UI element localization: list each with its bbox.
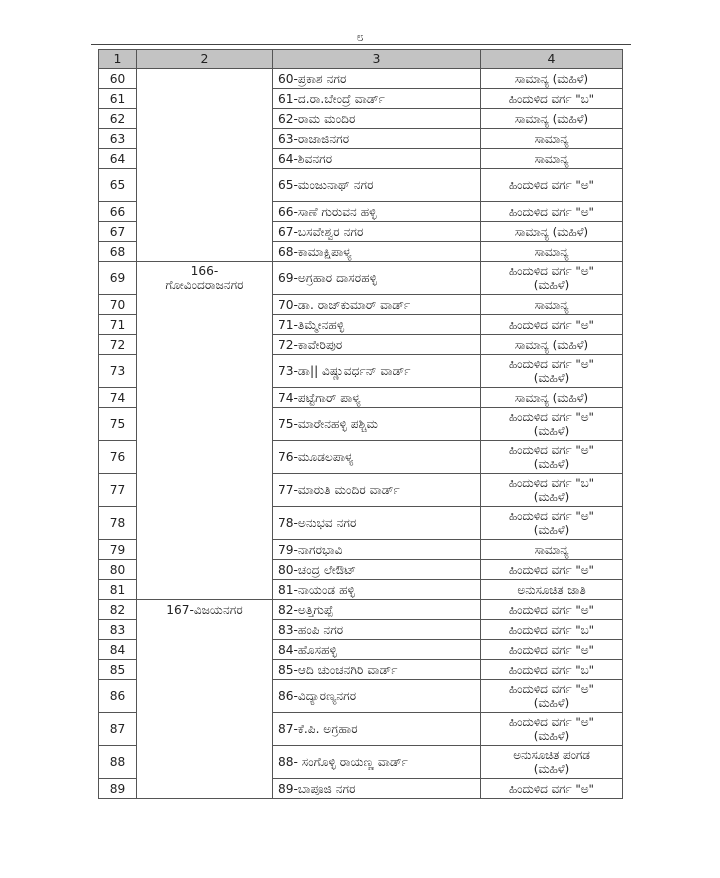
reservation-category-cell: ಹಿಂದುಳಿದ ವರ್ಗ "ಅ"	[481, 640, 623, 660]
serial-number-cell: 88	[99, 746, 137, 779]
constituency-cell	[137, 746, 273, 779]
constituency-cell	[137, 660, 273, 680]
reservation-category-cell: ಹಿಂದುಳಿದ ವರ್ಗ "ಅ" (ಮಹಿಳೆ)	[481, 408, 623, 441]
serial-number-cell: 63	[99, 129, 137, 149]
constituency-cell	[137, 540, 273, 560]
ward-name-cell: 68-ಕಾಮಾಕ್ಷಿಪಾಳ್ಯ	[273, 242, 481, 262]
serial-number-cell: 74	[99, 388, 137, 408]
table-row	[99, 295, 623, 315]
table-row	[99, 441, 623, 474]
serial-number-cell: 64	[99, 149, 137, 169]
header-rule	[91, 44, 631, 45]
constituency-cell	[137, 713, 273, 746]
ward-name-cell: 66-ಸಾಣೆ ಗುರುವನ ಹಳ್ಳಿ	[273, 202, 481, 222]
serial-number-cell: 81	[99, 580, 137, 600]
ward-name-cell: 74-ಪಟ್ಟೆಗಾರ್ ಪಾಳ್ಯ	[273, 388, 481, 408]
serial-number-cell: 67	[99, 222, 137, 242]
header-col-4: 4	[481, 50, 623, 69]
table-row	[99, 69, 623, 89]
constituency-cell	[137, 474, 273, 507]
ward-name-cell: 77-ಮಾರುತಿ ಮಂದಿರ ವಾರ್ಡ್	[273, 474, 481, 507]
ward-name-cell: 78-ಅನುಭವ ನಗರ	[273, 507, 481, 540]
ward-name-cell: 67-ಬಸವೇಶ್ವರ ನಗರ	[273, 222, 481, 242]
reservation-category-cell: ಹಿಂದುಳಿದ ವರ್ಗ "ಅ" (ಮಹಿಳೆ)	[481, 262, 623, 295]
serial-number-cell: 89	[99, 779, 137, 799]
serial-number-cell: 68	[99, 242, 137, 262]
constituency-cell: 167-ವಿಜಯನಗರ	[137, 600, 273, 620]
table-row	[99, 242, 623, 262]
constituency-cell	[137, 315, 273, 335]
serial-number-cell: 76	[99, 441, 137, 474]
serial-number-cell: 71	[99, 315, 137, 335]
constituency-cell	[137, 295, 273, 315]
constituency-cell	[137, 129, 273, 149]
serial-number-cell: 60	[99, 69, 137, 89]
serial-number-cell: 82	[99, 600, 137, 620]
table-row	[99, 560, 623, 580]
reservation-category-cell: ಹಿಂದುಳಿದ ವರ್ಗ "ಅ" (ಮಹಿಳೆ)	[481, 680, 623, 713]
table-row	[99, 149, 623, 169]
header-col-3: 3	[273, 50, 481, 69]
ward-name-cell: 61-ದ.ರಾ.ಬೇಂದ್ರೆ ವಾರ್ಡ್	[273, 89, 481, 109]
serial-number-cell: 78	[99, 507, 137, 540]
ward-name-cell: 64-ಶಿವನಗರ	[273, 149, 481, 169]
serial-number-cell: 75	[99, 408, 137, 441]
reservation-category-cell: ಅನುಸೂಚಿತ ಜಾತಿ	[481, 580, 623, 600]
ward-name-cell: 63-ರಾಜಾಜಿನಗರ	[273, 129, 481, 149]
ward-name-cell: 72-ಕಾವೇರಿಪುರ	[273, 335, 481, 355]
serial-number-cell: 62	[99, 109, 137, 129]
constituency-cell	[137, 408, 273, 441]
table-row	[99, 202, 623, 222]
serial-number-cell: 66	[99, 202, 137, 222]
serial-number-cell: 86	[99, 680, 137, 713]
reservation-category-cell: ಹಿಂದುಳಿದ ವರ್ಗ "ಬ"	[481, 660, 623, 680]
reservation-category-cell: ಸಾಮಾನ್ಯ	[481, 540, 623, 560]
constituency-cell	[137, 149, 273, 169]
table-row	[99, 388, 623, 408]
ward-name-cell: 60-ಪ್ರಕಾಶ ನಗರ	[273, 69, 481, 89]
reservation-category-cell: ಸಾಮಾನ್ಯ (ಮಹಿಳೆ)	[481, 222, 623, 242]
constituency-cell	[137, 507, 273, 540]
constituency-cell	[137, 202, 273, 222]
reservation-category-cell: ಸಾಮಾನ್ಯ	[481, 242, 623, 262]
reservation-category-cell: ಹಿಂದುಳಿದ ವರ್ಗ "ಅ"	[481, 169, 623, 202]
reservation-category-cell: ಹಿಂದುಳಿದ ವರ್ಗ "ಅ"	[481, 600, 623, 620]
table-row	[99, 746, 623, 779]
constituency-cell	[137, 242, 273, 262]
ward-name-cell: 89-ಬಾಪೂಜಿ ನಗರ	[273, 779, 481, 799]
ward-name-cell: 75-ಮಾರೇನಹಳ್ಳಿ ಪಶ್ಚಿಮ	[273, 408, 481, 441]
ward-reservation-table	[98, 49, 623, 799]
serial-number-cell: 69	[99, 262, 137, 295]
table-row	[99, 620, 623, 640]
serial-number-cell: 61	[99, 89, 137, 109]
constituency-cell	[137, 355, 273, 388]
header-col-2: 2	[137, 50, 273, 69]
table-row	[99, 600, 623, 620]
constituency-cell	[137, 620, 273, 640]
table-row	[99, 129, 623, 149]
ward-name-cell: 82-ಅತ್ತಿಗುಪ್ಪೆ	[273, 600, 481, 620]
reservation-category-cell: ಹಿಂದುಳಿದ ವರ್ಗ "ಅ" (ಮಹಿಳೆ)	[481, 441, 623, 474]
ward-name-cell: 81-ನಾಯಂಡ ಹಳ್ಳಿ	[273, 580, 481, 600]
reservation-category-cell: ಸಾಮಾನ್ಯ	[481, 295, 623, 315]
table-row	[99, 660, 623, 680]
serial-number-cell: 79	[99, 540, 137, 560]
constituency-cell	[137, 680, 273, 713]
reservation-category-cell: ಸಾಮಾನ್ಯ	[481, 149, 623, 169]
ward-name-cell: 62-ರಾಮ ಮಂದಿರ	[273, 109, 481, 129]
constituency-cell	[137, 640, 273, 660]
ward-name-cell: 80-ಚಂದ್ರ ಲೇಔಟ್	[273, 560, 481, 580]
ward-name-cell: 84-ಹೊಸಹಳ್ಳಿ	[273, 640, 481, 660]
reservation-category-cell: ಸಾಮಾನ್ಯ (ಮಹಿಳೆ)	[481, 388, 623, 408]
serial-number-cell: 85	[99, 660, 137, 680]
ward-name-cell: 79-ನಾಗರಭಾವಿ	[273, 540, 481, 560]
constituency-cell	[137, 335, 273, 355]
header-col-1: 1	[99, 50, 137, 69]
table-row	[99, 507, 623, 540]
constituency-cell	[137, 222, 273, 242]
reservation-category-cell: ಹಿಂದುಳಿದ ವರ್ಗ "ಅ"	[481, 315, 623, 335]
reservation-category-cell: ಅನುಸೂಚಿತ ಪಂಗಡ (ಮಹಿಳೆ)	[481, 746, 623, 779]
constituency-cell	[137, 69, 273, 89]
table-row	[99, 540, 623, 560]
table-row	[99, 779, 623, 799]
table-body	[99, 69, 623, 799]
serial-number-cell: 77	[99, 474, 137, 507]
serial-number-cell: 70	[99, 295, 137, 315]
ward-name-cell: 69-ಅಗ್ರಹಾರ ದಾಸರಹಳ್ಳಿ	[273, 262, 481, 295]
constituency-cell	[137, 388, 273, 408]
header-row	[99, 50, 623, 69]
serial-number-cell: 65	[99, 169, 137, 202]
ward-name-cell: 70-ಡಾ. ರಾಜ್‌ಕುಮಾರ್ ವಾರ್ಡ್	[273, 295, 481, 315]
table-row	[99, 474, 623, 507]
reservation-category-cell: ಸಾಮಾನ್ಯ (ಮಹಿಳೆ)	[481, 109, 623, 129]
table-row	[99, 169, 623, 202]
constituency-cell	[137, 109, 273, 129]
constituency-cell	[137, 779, 273, 799]
constituency-cell	[137, 580, 273, 600]
table-row	[99, 262, 623, 295]
reservation-category-cell: ಹಿಂದುಳಿದ ವರ್ಗ "ಅ" (ಮಹಿಳೆ)	[481, 507, 623, 540]
table-row	[99, 335, 623, 355]
table-row	[99, 222, 623, 242]
serial-number-cell: 87	[99, 713, 137, 746]
ward-name-cell: 71-ತಿಮ್ಮೇನಹಳ್ಳಿ	[273, 315, 481, 335]
constituency-cell	[137, 89, 273, 109]
ward-name-cell: 88- ಸಂಗೊಳ್ಳಿ ರಾಯಣ್ಣ ವಾರ್ಡ್	[273, 746, 481, 779]
ward-name-cell: 83-ಹಂಪಿ ನಗರ	[273, 620, 481, 640]
constituency-cell	[137, 560, 273, 580]
table-row	[99, 713, 623, 746]
table-row	[99, 89, 623, 109]
reservation-category-cell: ಹಿಂದುಳಿದ ವರ್ಗ "ಬ"	[481, 89, 623, 109]
table-row	[99, 640, 623, 660]
table-row	[99, 315, 623, 335]
reservation-category-cell: ಹಿಂದುಳಿದ ವರ್ಗ "ಅ" (ಮಹಿಳೆ)	[481, 355, 623, 388]
table-row	[99, 109, 623, 129]
ward-name-cell: 76-ಮೂಡಲಪಾಳ್ಯ	[273, 441, 481, 474]
constituency-cell	[137, 441, 273, 474]
serial-number-cell: 80	[99, 560, 137, 580]
reservation-category-cell: ಸಾಮಾನ್ಯ (ಮಹಿಳೆ)	[481, 335, 623, 355]
reservation-category-cell: ಹಿಂದುಳಿದ ವರ್ಗ "ಬ" (ಮಹಿಳೆ)	[481, 474, 623, 507]
constituency-cell	[137, 169, 273, 202]
reservation-category-cell: ಹಿಂದುಳಿದ ವರ್ಗ "ಅ"	[481, 202, 623, 222]
table-row	[99, 680, 623, 713]
ward-name-cell: 86-ವಿದ್ಯಾರಣ್ಯನಗರ	[273, 680, 481, 713]
serial-number-cell: 84	[99, 640, 137, 660]
reservation-category-cell: ಹಿಂದುಳಿದ ವರ್ಗ "ಬ"	[481, 620, 623, 640]
ward-name-cell: 73-ಡಾ|| ವಿಷ್ಣುವರ್ಧನ್ ವಾರ್ಡ್	[273, 355, 481, 388]
ward-name-cell: 85-ಆದಿ ಚುಂಚನಗಿರಿ ವಾರ್ಡ್	[273, 660, 481, 680]
table-row	[99, 355, 623, 388]
serial-number-cell: 72	[99, 335, 137, 355]
table-row	[99, 408, 623, 441]
constituency-cell: 166- ಗೋವಿಂದರಾಜನಗರ	[137, 262, 273, 295]
page-number: ೮	[356, 30, 364, 45]
reservation-category-cell: ಸಾಮಾನ್ಯ	[481, 129, 623, 149]
reservation-category-cell: ಹಿಂದುಳಿದ ವರ್ಗ "ಅ" (ಮಹಿಳೆ)	[481, 713, 623, 746]
ward-name-cell: 87-ಕೆ.ಪಿ. ಅಗ್ರಹಾರ	[273, 713, 481, 746]
table-row	[99, 580, 623, 600]
serial-number-cell: 73	[99, 355, 137, 388]
reservation-category-cell: ಹಿಂದುಳಿದ ವರ್ಗ "ಅ"	[481, 560, 623, 580]
reservation-category-cell: ಸಾಮಾನ್ಯ (ಮಹಿಳೆ)	[481, 69, 623, 89]
serial-number-cell: 83	[99, 620, 137, 640]
reservation-category-cell: ಹಿಂದುಳಿದ ವರ್ಗ "ಅ"	[481, 779, 623, 799]
ward-name-cell: 65-ಮಂಜುನಾಥ್ ನಗರ	[273, 169, 481, 202]
